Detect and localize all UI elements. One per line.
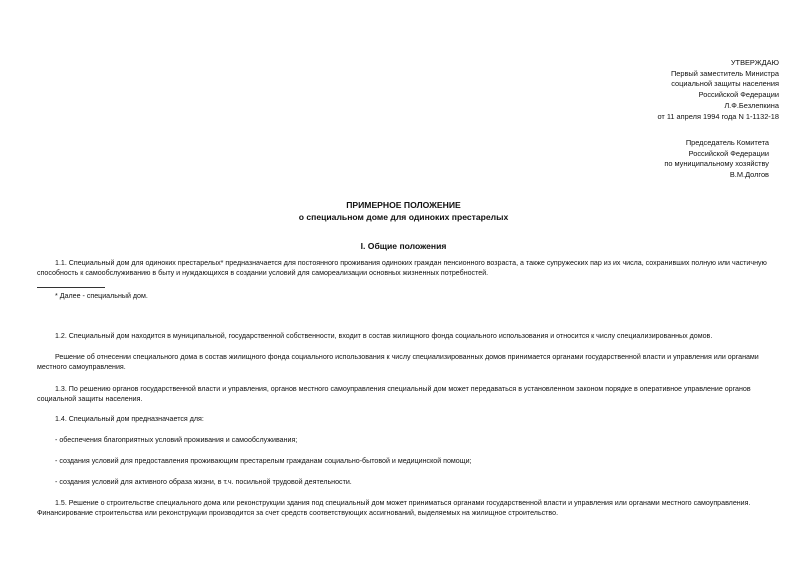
approval-signatory: Л.Ф.Безлепкина	[724, 100, 779, 110]
chairman-position: Председатель Комитета	[685, 138, 769, 147]
chairman-country: Российской Федерации	[688, 148, 769, 158]
approval-block	[657, 58, 779, 122]
section-heading: I. Общие положения	[360, 241, 447, 251]
document-title	[0, 200, 807, 223]
paragraph-1-5	[37, 498, 772, 519]
bullet-3	[37, 477, 772, 487]
paragraph-1-4	[37, 414, 772, 424]
paragraph-1-2-text: 1.2. Специальный дом находится в муниципальной, государственной собственности, входит в состав жилищного фонда социального использования и относится к числу специализированных домов.	[55, 332, 713, 340]
footnote-separator	[37, 287, 105, 288]
paragraph-1-2	[37, 331, 772, 341]
bullet-3-text: - создания условий для активного образа жизни, в т.ч. посильной трудовой деятельности.	[55, 478, 352, 486]
title-line-1: ПРИМЕРНОЕ ПОЛОЖЕНИЕ	[346, 200, 461, 210]
paragraph-1-1-text: 1.1. Специальный дом для одиноких престарелых* предназначается для постоянного проживания одиноких граждан пенсионного возраста, а также супружеских пар из их числа, сохранивших полную или частичную способность к самообслуживанию в быту и нуждающихся в создании условий для самореализации основных жизненных потребностей.	[37, 259, 767, 278]
paragraph-1-2b	[37, 352, 772, 373]
paragraph-1-3	[37, 384, 772, 405]
footnote: * Далее - специальный дом.	[55, 292, 148, 300]
approval-heading: УТВЕРЖДАЮ	[730, 58, 779, 67]
bullet-2-text: - создания условий для предоставления проживающим престарелым гражданам социально-бытовой и медицинской помощи;	[55, 457, 472, 465]
paragraph-1-2b-text: Решение об отнесении специального дома в состав жилищного фонда социального использования к числу специализированных домов принимается органами государственной власти и управления или органами местного самоуправления.	[37, 353, 759, 372]
bullet-2	[37, 456, 772, 466]
approval-date: от 11 апреля 1994 года N 1-1132-18	[657, 111, 779, 121]
paragraph-1-3-text: 1.3. По решению органов государственной власти и управления, органов местного самоуправления специальный дом может передаваться в установленном законом порядке в оперативное управление органов социальной защиты населения.	[37, 385, 751, 404]
paragraph-1-4-text: 1.4. Специальный дом предназначается для:	[55, 415, 204, 423]
approval-ministry: социальной защиты населения	[671, 79, 779, 89]
title-line-2: о специальном доме для одиноких престарелых	[298, 211, 509, 222]
chairman-block	[664, 138, 769, 181]
approval-position: Первый заместитель Министра	[670, 68, 779, 78]
chairman-committee: по муниципальному хозяйству	[664, 159, 769, 169]
paragraph-1-5-text: 1.5. Решение о строительстве специального дома или реконструкции здания под специальный дом может приниматься органами государственной власти и управления или органами местного самоуправления. Финансирование строительства или реконструкции производится за счет средств соответствующих ассигнований, выделяемых на жилищное строительство.	[37, 499, 751, 518]
chairman-signatory: В.М.Долгов	[729, 170, 769, 180]
paragraph-1-1	[37, 258, 772, 279]
bullet-1	[37, 435, 772, 445]
bullet-1-text: - обеспечения благоприятных условий проживания и самообслуживания;	[55, 436, 298, 444]
approval-country: Российской Федерации	[698, 90, 779, 100]
